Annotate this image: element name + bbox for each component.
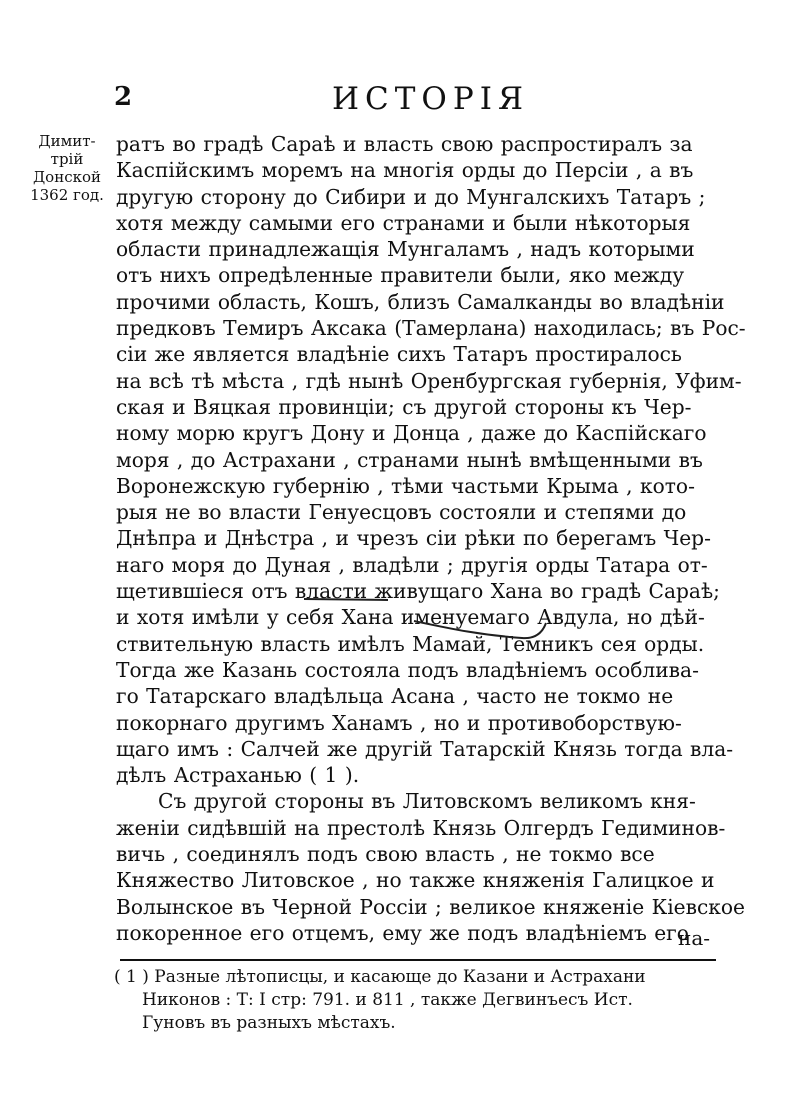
text-line: ному морю кругъ Дону и Донца , даже до Каспійскаго xyxy=(116,421,707,446)
text-line: ская и Вяцкая провинціи; съ другой стороны къ Чер- xyxy=(116,394,692,419)
text-line: хотя между самыми его странами и были нѣкоторыя xyxy=(116,210,691,235)
text-line: Княжество Литовское , но также княженія Галицкое и xyxy=(116,868,715,893)
text-line: отъ нихъ опредѣленные правители были, яко между xyxy=(116,263,685,288)
text-line: щетившіеся отъ власти живущаго Хана во градѣ Сараѣ; xyxy=(116,579,720,604)
text-line: покорнаго другимъ Ханамъ , но и противоборствую- xyxy=(116,710,682,735)
text-line: покоренное его отцемъ, ему же подъ владѣніемъ его xyxy=(116,920,689,945)
text-line: ратъ во градѣ Сараѣ и власть свою распростиралъ за xyxy=(116,132,693,156)
text-line: ствительную власть имѣлъ Мамай, Темникъ сея орды. xyxy=(116,631,705,656)
text-line: рыя не во власти Генуесцовъ состояли и степями до xyxy=(116,500,687,525)
text-line: го Татарскаго владѣльца Асана , часто не токмо не xyxy=(116,684,674,709)
text-line: предковъ Темиръ Аксака (Тамерлана) находилась; въ Рос- xyxy=(116,316,746,341)
text-line: женіи сидѣвшій на престолѣ Князь Олгердъ Гедиминов- xyxy=(116,815,726,840)
text-line: другую сторону до Сибири и до Мунгалскихъ Татаръ ; xyxy=(116,184,706,209)
text-line: прочими область, Кошъ, близъ Самалканды во владѣніи xyxy=(116,289,725,314)
text-line: вичь , соединялъ подъ свою власть , не токмо все xyxy=(116,842,655,867)
marginal-note-line: Донской xyxy=(32,168,102,186)
page-number: 2 xyxy=(114,82,133,112)
text-line-paragraph-start: Съ другой стороны въ Литовскомъ великомъ кня- xyxy=(158,789,696,814)
footnote-divider xyxy=(120,959,716,961)
main-text-block xyxy=(116,131,746,950)
text-line: Волынское въ Черной Россіи ; великое княженіе Кіевское xyxy=(116,894,745,919)
marginal-note-line: трій xyxy=(50,150,84,168)
catchword: на- xyxy=(678,926,711,950)
footnote-line: ( 1 ) Разные лѣтописцы, и касающе до Казани и Астрахани xyxy=(114,967,646,987)
text-line: Тогда же Казань состояла подъ владѣніемъ особлива- xyxy=(116,657,699,682)
text-line: щаго имъ : Салчей же другій Татарскій Князь тогда вла- xyxy=(116,736,734,761)
text-line: Воронежскую губернію , тѣми частьми Крыма , кото- xyxy=(116,473,695,498)
footnote-line: Никонов : Т: I стр: 791. и 811 , также Дегвинъесъ Ист. xyxy=(142,990,633,1010)
text-line: и хотя имѣли у себя Хана именуемаго Авдула, но дѣй- xyxy=(116,605,705,630)
text-line: наго моря до Дуная , владѣли ; другія орды Татара от- xyxy=(116,552,708,577)
text-line: дѣлъ Астраханью ( 1 ). xyxy=(116,763,360,788)
text-line: Днѣпра и Днѣстра , и чрезъ сіи рѣки по берегамъ Чер- xyxy=(116,526,711,551)
text-line: Каспійскимъ моремъ на многія орды до Персіи , а въ xyxy=(116,158,694,183)
marginal-note-line: 1362 год. xyxy=(30,186,104,204)
text-line: моря , до Астрахани , странами нынѣ вмѣщенными въ xyxy=(116,447,703,472)
marginal-note-line: Димит- xyxy=(38,132,96,150)
running-head-title: ИСТОРІЯ xyxy=(332,81,529,117)
footnote-line: Гуновъ въ разныхъ мѣстахъ. xyxy=(142,1013,396,1033)
text-line: на всѣ тѣ мѣста , гдѣ нынѣ Оренбургская губернія, Уфим- xyxy=(116,368,742,393)
marginal-note xyxy=(22,132,112,204)
text-line: сіи же является владѣніе сихъ Татаръ простиралось xyxy=(116,342,682,367)
footnote xyxy=(114,966,724,1035)
text-line: области принадлежащія Мунгаламъ , надъ которыми xyxy=(116,237,695,262)
